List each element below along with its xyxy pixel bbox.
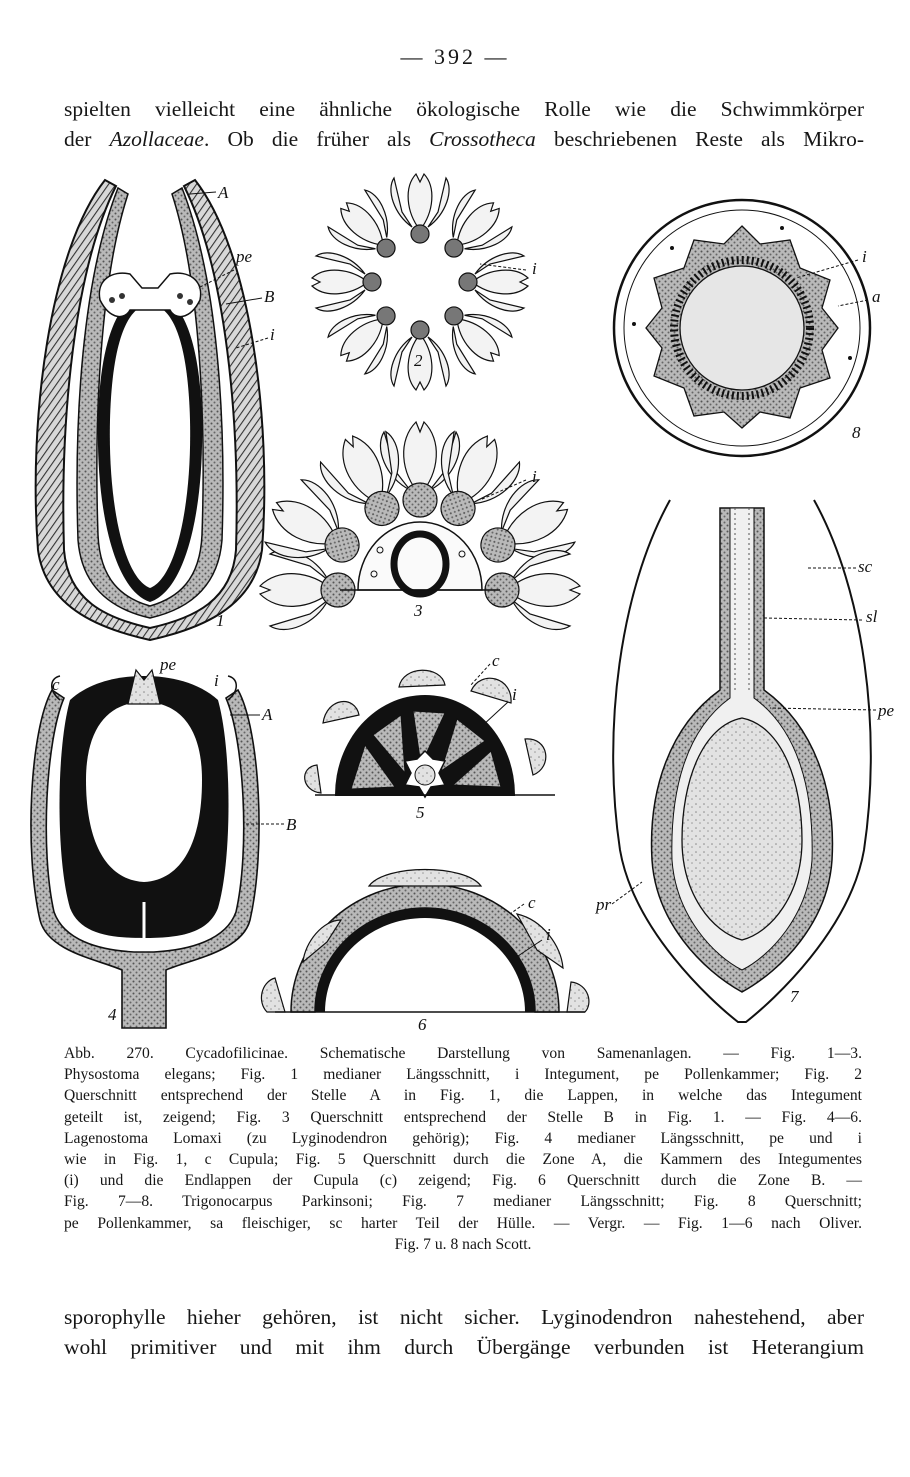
caption-line-2: Physostoma elegans; Fig. 1 medianer Längsschnitt, i Integument, pe Pollenkammer; Fig. 2 [64, 1066, 862, 1084]
fig4-label-pe: pe [160, 655, 177, 674]
fig2-label-i: i [532, 259, 537, 278]
fig8-label-i: i [862, 247, 867, 266]
caption-line-10: Fig. 7 u. 8 nach Scott. [394, 1235, 532, 1253]
fig5-cross-section [305, 670, 555, 797]
fig1-label-B: B [264, 287, 275, 306]
fig5-number: 5 [416, 803, 425, 822]
intro-paragraph [64, 94, 864, 154]
caption-line-5: Lagenostoma Lomaxi (zu Lyginodendron gehörig); Fig. 4 medianer Längsschnitt, pe und i [64, 1129, 862, 1147]
fig7-label-sl: sl [866, 607, 878, 626]
fig7-label-pr: pr [596, 895, 612, 914]
fig3-cross-section [255, 421, 586, 630]
fig4-label-c: c [52, 675, 60, 694]
fig6-number: 6 [418, 1015, 427, 1030]
fig5-label-i: i [512, 685, 517, 704]
outro-line-1: sporophylle hieher gehören, ist nicht sicher. Lyginodendron nahestehend, aber [64, 1305, 864, 1329]
fig7-label-pe: pe [878, 701, 895, 720]
fig1-label-pe: pe [236, 247, 253, 266]
fig6-label-c: c [528, 893, 536, 912]
caption-line-6: wie in Fig. 1, c Cupula; Fig. 5 Querschnitt durch die Zone A, die Kammern des Integumentes [64, 1151, 862, 1169]
fig1-label-i: i [270, 325, 275, 344]
intro-line-1: spielten vielleicht eine ähnliche ökologische Rolle wie die Schwimmkörper [64, 97, 864, 121]
fig1-longitudinal-section [36, 180, 265, 640]
fig4-label-A: A [262, 705, 273, 724]
fig7-longitudinal-section [613, 500, 871, 1022]
fig7-label-sc: sc [858, 557, 873, 576]
fig1-number: 1 [216, 611, 225, 630]
fig3-number: 3 [414, 601, 423, 620]
caption-line-7: (i) und die Endlappen der Cupula (c) zeigend; Fig. 6 Querschnitt durch die Zone B. — [64, 1172, 862, 1190]
fig4-label-B: B [286, 815, 297, 834]
page-number: — 392 — [400, 44, 510, 69]
fig2-number: 2 [414, 351, 423, 370]
figure-caption [64, 1043, 862, 1255]
fig3-label-i: i [532, 467, 537, 486]
fig4-label-i: i [214, 671, 219, 690]
fig4-number: 4 [108, 1005, 117, 1024]
fig4-longitudinal-section [31, 670, 259, 1028]
intro-line-2: der Azollaceae. Ob die früher als Crossotheca beschriebenen Reste als Mikro- [64, 127, 864, 151]
fig8-label-a: a [872, 287, 881, 306]
fig7-number: 7 [790, 987, 799, 1006]
caption-line-1: Abb. 270. Cycadofilicinae. Schematische Darstellung von Samenanlagen. — Fig. 1—3. [64, 1045, 862, 1062]
fig8-number: 8 [852, 423, 861, 442]
caption-line-3: Querschnitt entsprechend der Stelle A in Fig. 1, die Lappen, in welche das Integument [64, 1087, 862, 1105]
figure-plate [30, 170, 900, 1030]
caption-line-8: Fig. 7—8. Trigonocarpus Parkinsoni; Fig. 7 medianer Längsschnitt; Fig. 8 Querschnitt; [64, 1193, 862, 1211]
caption-line-9: pe Pollenkammer, sa fleischiger, sc harter Teil der Hülle. — Vergr. — Fig. 1—6 nach Oliver. [64, 1214, 862, 1232]
fig1-label-A: A [218, 183, 229, 202]
outro-line-2: wohl primitiver und mit ihm durch Übergänge verbunden ist Heterangium [64, 1335, 864, 1359]
outro-paragraph [64, 1302, 864, 1362]
fig6-cross-section [261, 870, 588, 1013]
caption-line-4: geteilt ist, zeigend; Fig. 3 Querschnitt entsprechend der Stelle B in Fig. 1. — Fig. 4—6. [64, 1108, 862, 1126]
fig6-label-i: i [546, 925, 551, 944]
fig8-cross-section [614, 200, 870, 456]
fig5-label-c: c [492, 651, 500, 670]
